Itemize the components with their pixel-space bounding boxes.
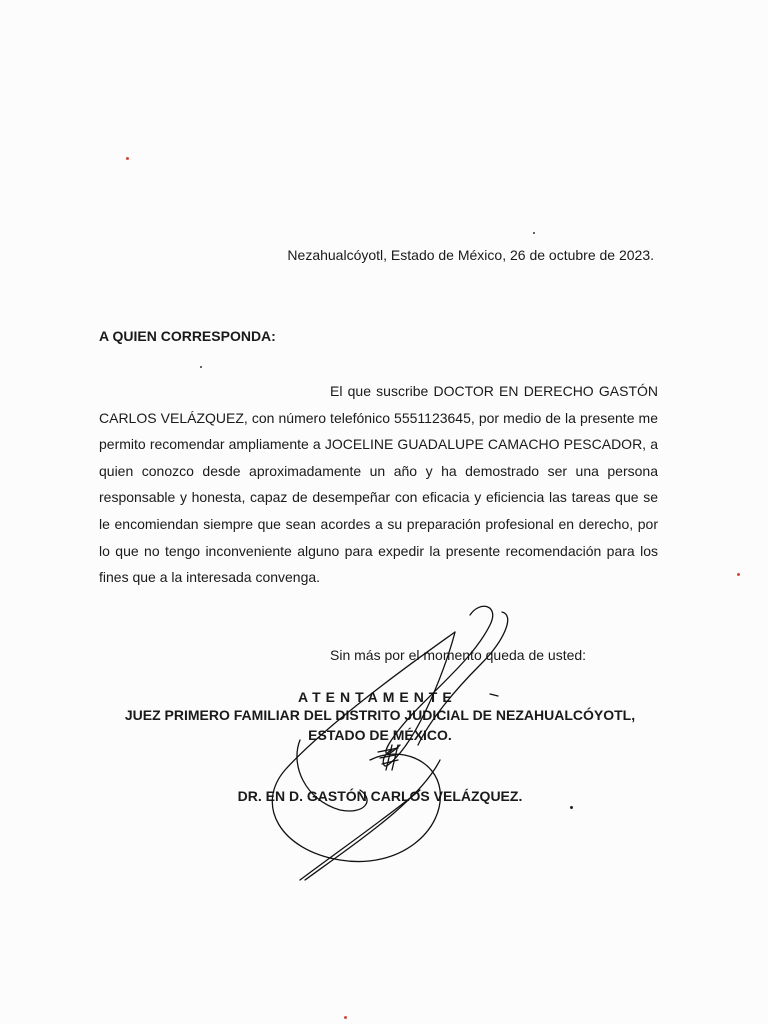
atentamente: ATENTAMENTE <box>298 689 457 705</box>
judge-state: ESTADO DE MÉXICO. <box>308 727 452 743</box>
speck-mark <box>200 366 202 368</box>
speck-mark <box>344 1016 347 1019</box>
salutation: A QUIEN CORRESPONDA: <box>99 328 276 344</box>
closing-line: Sin más por el momento queda de usted: <box>330 647 587 663</box>
speck-mark <box>533 232 535 234</box>
speck-mark <box>570 806 573 809</box>
signer-name: DR. EN D. GASTÓN CARLOS VELÁZQUEZ. <box>237 788 523 804</box>
letter-body: El que suscribe DOCTOR EN DERECHO GASTÓN CARLOS VELÁZQUEZ, con número telefónico 5551123645, por medio de la presente me permito recomendar ampliamente a JOCELINE GUADALUPE CAMACHO PESCADOR, a quien conozco desde aproximadamente un año y ha demostrado ser una persona responsable y honesta, capaz de desempeñar con eficacia y eficiencia las tareas que se le encomiendan siempre que sean acordes a su preparación profesional en derecho, por lo que no tengo inconveniente alguno para expedir la presente recomendación para los fines que a la interesada convenga. <box>99 383 658 586</box>
judge-title: JUEZ PRIMERO FAMILIAR DEL DISTRITO JUDICIAL DE NEZAHUALCÓYOTL, <box>124 707 636 723</box>
place-date: Nezahualcóyotl, Estado de México, 26 de octubre de 2023. <box>287 247 654 263</box>
speck-mark <box>126 157 129 160</box>
speck-mark <box>737 573 740 576</box>
